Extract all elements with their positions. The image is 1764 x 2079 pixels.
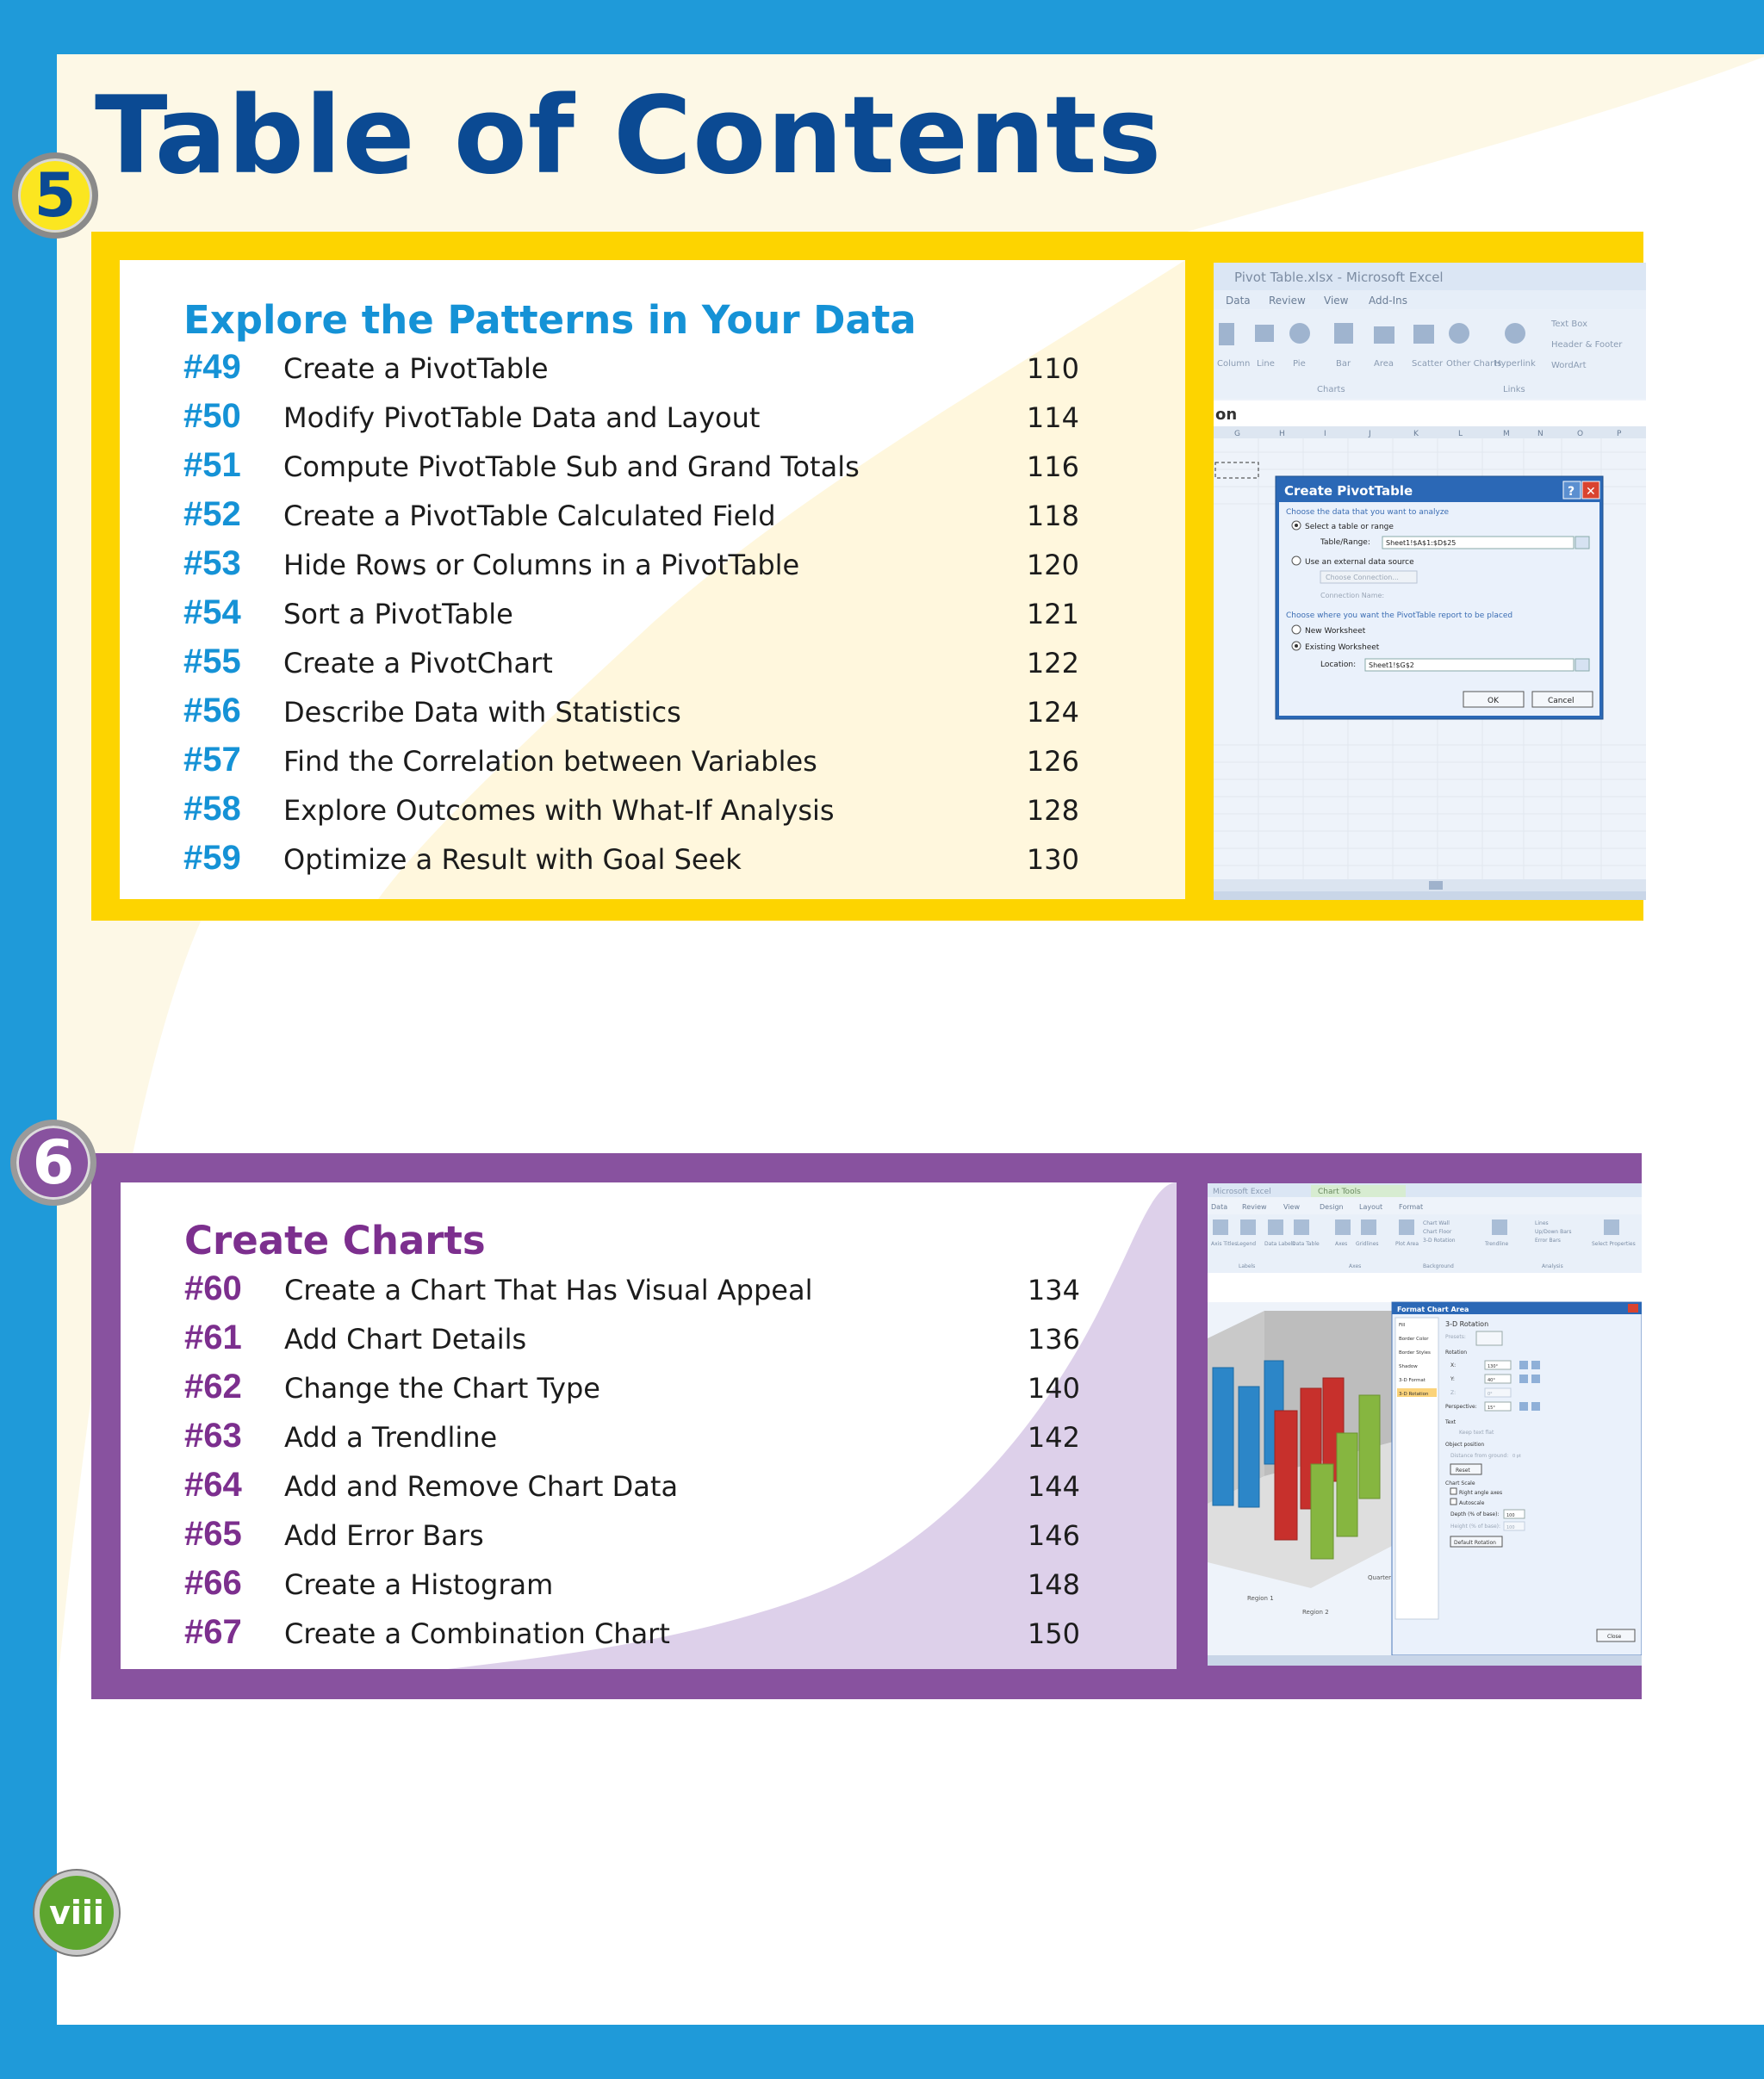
context-tab-label: Chart Tools bbox=[1318, 1188, 1361, 1196]
window-title: Pivot Table.xlsx - Microsoft Excel bbox=[1234, 270, 1444, 285]
excel-chart-screenshot bbox=[1208, 1183, 1642, 1666]
column-header: N bbox=[1537, 430, 1544, 438]
task-page: 142 bbox=[1027, 1421, 1080, 1454]
task-page: 121 bbox=[1026, 598, 1079, 630]
ribbon-label[interactable]: Column bbox=[1217, 359, 1251, 369]
task-page: 122 bbox=[1026, 647, 1079, 680]
ribbon-label[interactable]: Gridlines bbox=[1356, 1241, 1379, 1247]
nav-item[interactable]: Border Color bbox=[1399, 1337, 1429, 1342]
close-icon: ✕ bbox=[1586, 485, 1596, 499]
ribbon-tab[interactable]: Format bbox=[1399, 1203, 1424, 1211]
ribbon-label[interactable]: Data Table bbox=[1292, 1241, 1320, 1247]
ribbon-label[interactable]: Up/Down Bars bbox=[1535, 1229, 1572, 1235]
ribbon-tab[interactable]: View bbox=[1324, 295, 1349, 307]
checkbox-label: Keep text flat bbox=[1459, 1430, 1494, 1436]
task-number: #63 bbox=[184, 1417, 242, 1455]
task-row[interactable] bbox=[120, 539, 1079, 588]
scroll-thumb[interactable] bbox=[1429, 881, 1443, 890]
book-page bbox=[57, 54, 1764, 2025]
task-row[interactable] bbox=[121, 1559, 1080, 1608]
ribbon-label[interactable]: Other Charts bbox=[1446, 359, 1502, 369]
dialog-title: Format Chart Area bbox=[1397, 1306, 1469, 1313]
task-number: #57 bbox=[183, 741, 241, 779]
excel-pivottable-screenshot bbox=[1214, 263, 1646, 900]
ribbon-label[interactable]: Legend bbox=[1237, 1241, 1257, 1247]
field-label: Rotation bbox=[1445, 1350, 1468, 1356]
task-row[interactable] bbox=[121, 1362, 1080, 1412]
dialog-section-label: Choose the data that you want to analyze bbox=[1286, 508, 1450, 517]
field-label: Y: bbox=[1450, 1376, 1455, 1382]
ribbon-label[interactable]: Axis Titles bbox=[1211, 1241, 1238, 1247]
field-label: Height (% of base): bbox=[1450, 1524, 1501, 1530]
table-range-value: Sheet1!$A$1:$D$25 bbox=[1386, 539, 1457, 547]
task-row[interactable] bbox=[120, 637, 1079, 686]
task-title: Explore Outcomes with What-If Analysis bbox=[283, 794, 835, 827]
chapter-5-panel bbox=[120, 260, 1185, 899]
format-chart-area-dialog bbox=[1392, 1302, 1642, 1655]
field-label: Distance from ground: bbox=[1450, 1453, 1509, 1459]
task-number: #65 bbox=[184, 1515, 242, 1553]
chapter-6-frame bbox=[91, 1153, 1642, 1699]
axis-label: Quarter bbox=[1368, 1574, 1392, 1581]
ribbon-label[interactable]: 3-D Rotation bbox=[1423, 1238, 1456, 1244]
task-title: Compute PivotTable Sub and Grand Totals bbox=[283, 450, 860, 483]
ribbon-label[interactable]: Error Bars bbox=[1535, 1238, 1561, 1244]
task-number: #59 bbox=[183, 839, 241, 877]
task-page: 136 bbox=[1027, 1323, 1080, 1356]
task-number: #53 bbox=[183, 544, 241, 582]
ribbon-tab[interactable]: Layout bbox=[1359, 1203, 1383, 1211]
task-page: 124 bbox=[1026, 696, 1079, 729]
ribbon-label[interactable]: Plot Area bbox=[1395, 1241, 1419, 1247]
ribbon-label[interactable]: Line bbox=[1257, 359, 1275, 369]
column-header: O bbox=[1577, 430, 1584, 438]
button-label: Default Rotation bbox=[1454, 1540, 1496, 1546]
button-label: OK bbox=[1488, 697, 1499, 705]
task-number: #51 bbox=[183, 446, 241, 484]
ribbon-tab[interactable]: Add-Ins bbox=[1369, 295, 1407, 307]
task-page: 140 bbox=[1027, 1372, 1080, 1405]
ribbon-group-label: Labels bbox=[1239, 1263, 1256, 1269]
ribbon-tab[interactable]: Design bbox=[1320, 1203, 1344, 1211]
task-number: #64 bbox=[184, 1466, 242, 1504]
ribbon-label[interactable]: Hyperlink bbox=[1494, 359, 1536, 369]
chapter-6-title: Create Charts bbox=[184, 1218, 486, 1263]
button-label: Reset bbox=[1456, 1468, 1470, 1474]
task-row[interactable] bbox=[120, 735, 1079, 785]
autoscale-checkbox[interactable] bbox=[1450, 1499, 1457, 1505]
chapter-5-badge: 5 bbox=[12, 152, 98, 239]
task-title: Create a PivotTable bbox=[283, 352, 549, 385]
task-title: Describe Data with Statistics bbox=[283, 696, 681, 729]
chapter-6-badge: 6 bbox=[10, 1120, 96, 1206]
task-page: 130 bbox=[1026, 843, 1079, 876]
task-title: Create a Chart That Has Visual Appeal bbox=[284, 1274, 813, 1306]
task-number: #54 bbox=[183, 593, 241, 631]
column-header: M bbox=[1503, 430, 1510, 438]
task-page: 116 bbox=[1026, 450, 1079, 483]
field-label: Presets: bbox=[1445, 1334, 1466, 1340]
task-row[interactable] bbox=[120, 588, 1079, 637]
task-row[interactable] bbox=[121, 1264, 1080, 1313]
task-row[interactable] bbox=[121, 1313, 1080, 1362]
field-label: X: bbox=[1450, 1362, 1457, 1368]
ribbon-label[interactable]: Scatter bbox=[1412, 359, 1444, 369]
nav-item[interactable]: 3-D Format bbox=[1399, 1378, 1425, 1383]
radio-label: Existing Worksheet bbox=[1305, 643, 1380, 652]
task-page: 110 bbox=[1026, 352, 1079, 385]
ribbon-tab[interactable]: Review bbox=[1242, 1203, 1267, 1211]
radio-label: New Worksheet bbox=[1305, 627, 1366, 636]
ribbon-label[interactable]: Chart Wall bbox=[1423, 1220, 1450, 1226]
column-header: K bbox=[1413, 430, 1419, 438]
help-icon: ? bbox=[1568, 485, 1575, 499]
task-number: #62 bbox=[184, 1368, 242, 1406]
dialog-title: Create PivotTable bbox=[1284, 483, 1413, 499]
axis-label: Region 1 bbox=[1247, 1595, 1274, 1602]
field-label: Perspective: bbox=[1445, 1404, 1477, 1410]
status-bar bbox=[1208, 1655, 1642, 1666]
field-label: Location: bbox=[1320, 661, 1357, 669]
task-row[interactable] bbox=[121, 1510, 1080, 1559]
ribbon-label[interactable]: Trendline bbox=[1485, 1241, 1509, 1247]
chapter-5-frame bbox=[91, 232, 1643, 921]
field-value: 130° bbox=[1488, 1364, 1499, 1369]
task-title: Sort a PivotTable bbox=[283, 598, 513, 630]
task-page: 114 bbox=[1026, 401, 1079, 434]
close-icon[interactable] bbox=[1628, 1304, 1638, 1313]
window-title: Microsoft Excel bbox=[1213, 1188, 1271, 1196]
task-number: #67 bbox=[184, 1613, 242, 1651]
field-label: Connection Name: bbox=[1320, 592, 1385, 599]
task-number: #55 bbox=[183, 642, 241, 680]
task-number: #61 bbox=[184, 1319, 242, 1356]
field-label: Chart Scale bbox=[1445, 1480, 1475, 1486]
task-row[interactable] bbox=[121, 1461, 1080, 1510]
chapter-5-title: Explore the Patterns in Your Data bbox=[183, 297, 916, 343]
task-title: Modify PivotTable Data and Layout bbox=[283, 401, 761, 434]
ribbon-label[interactable]: Text Box bbox=[1551, 320, 1587, 329]
ribbon-group-label: Analysis bbox=[1542, 1263, 1563, 1269]
field-value: 15° bbox=[1488, 1406, 1495, 1411]
field-label: Table/Range: bbox=[1320, 538, 1370, 547]
task-page: 120 bbox=[1026, 549, 1079, 581]
ribbon-label[interactable]: Pie bbox=[1293, 359, 1306, 369]
ribbon-tab[interactable]: View bbox=[1283, 1203, 1300, 1211]
create-pivottable-dialog bbox=[1276, 476, 1603, 719]
task-page: 146 bbox=[1027, 1519, 1080, 1552]
ribbon-group-label: Axes bbox=[1349, 1263, 1362, 1269]
ribbon-group-label: Links bbox=[1503, 385, 1525, 394]
task-title: Add Error Bars bbox=[284, 1519, 484, 1552]
task-number: #66 bbox=[184, 1564, 242, 1602]
nav-item[interactable]: Fill bbox=[1399, 1323, 1406, 1328]
field-value: 100 bbox=[1506, 1513, 1515, 1518]
task-title: Add a Trendline bbox=[284, 1421, 498, 1454]
task-row[interactable] bbox=[120, 834, 1079, 883]
nav-item[interactable]: Border Styles bbox=[1399, 1350, 1431, 1356]
task-page: 128 bbox=[1026, 794, 1079, 827]
column-header: I bbox=[1324, 430, 1326, 438]
field-label: Depth (% of base): bbox=[1450, 1511, 1500, 1517]
column-header: P bbox=[1617, 430, 1622, 438]
column-header: G bbox=[1234, 430, 1240, 438]
status-bar bbox=[1214, 891, 1646, 900]
task-title: Create a PivotChart bbox=[283, 647, 553, 680]
column-header: L bbox=[1458, 430, 1463, 438]
task-number: #58 bbox=[183, 790, 241, 828]
task-row[interactable] bbox=[121, 1608, 1080, 1657]
radio-new-worksheet[interactable] bbox=[1292, 625, 1301, 634]
checkbox-label: Right angle axes bbox=[1459, 1490, 1503, 1496]
task-row[interactable] bbox=[120, 441, 1079, 490]
task-number: #52 bbox=[183, 495, 241, 533]
task-row[interactable] bbox=[120, 490, 1079, 539]
field-label: Object position bbox=[1445, 1442, 1485, 1448]
button-label: Close bbox=[1607, 1634, 1622, 1640]
ribbon-label[interactable]: WordArt bbox=[1551, 361, 1587, 370]
task-page: 126 bbox=[1026, 745, 1079, 778]
task-row[interactable] bbox=[120, 785, 1079, 834]
ribbon-label[interactable]: Header & Footer bbox=[1551, 340, 1623, 350]
task-title: Hide Rows or Columns in a PivotTable bbox=[283, 549, 800, 581]
button-label: Cancel bbox=[1548, 697, 1575, 705]
radio-label: Select a table or range bbox=[1305, 523, 1394, 531]
task-title: Find the Correlation between Variables bbox=[283, 745, 817, 778]
field-value: 100 bbox=[1506, 1525, 1515, 1530]
field-label: Text bbox=[1445, 1419, 1457, 1425]
button-label: Choose Connection... bbox=[1326, 574, 1399, 581]
nav-item-selected[interactable]: 3-D Rotation bbox=[1399, 1392, 1429, 1397]
checkbox-label: Autoscale bbox=[1459, 1500, 1485, 1506]
nav-item[interactable]: Shadow bbox=[1399, 1364, 1418, 1369]
collapse-dialog-icon[interactable] bbox=[1575, 537, 1589, 549]
cell-fragment: on bbox=[1215, 406, 1238, 424]
task-number: #56 bbox=[183, 692, 241, 729]
ribbon-tab[interactable]: Review bbox=[1269, 295, 1306, 307]
page-number-badge: viii bbox=[34, 1871, 119, 1955]
task-page: 134 bbox=[1027, 1274, 1080, 1306]
section-heading: 3-D Rotation bbox=[1445, 1320, 1489, 1328]
task-title: Add and Remove Chart Data bbox=[284, 1470, 679, 1503]
column-header: H bbox=[1279, 430, 1285, 438]
ribbon-group-label: Background bbox=[1423, 1263, 1454, 1269]
axis-label: Region 2 bbox=[1302, 1609, 1329, 1616]
ribbon-label[interactable]: Area bbox=[1374, 359, 1394, 369]
field-value: 40° bbox=[1488, 1378, 1495, 1383]
ribbon-label[interactable]: Select Properties bbox=[1592, 1241, 1636, 1247]
radio-label: Use an external data source bbox=[1305, 558, 1414, 567]
task-page: 144 bbox=[1027, 1470, 1080, 1503]
task-page: 148 bbox=[1027, 1568, 1080, 1601]
chapter-6-panel bbox=[121, 1182, 1177, 1669]
task-title: Add Chart Details bbox=[284, 1323, 527, 1356]
ribbon-tab[interactable]: Data bbox=[1211, 1203, 1228, 1211]
page-title: Table of Contents bbox=[95, 74, 1163, 198]
task-page: 118 bbox=[1026, 500, 1079, 532]
task-title: Create a PivotTable Calculated Field bbox=[283, 500, 776, 532]
task-page: 150 bbox=[1027, 1617, 1080, 1650]
ribbon-label[interactable]: Bar bbox=[1336, 359, 1351, 369]
ribbon-tab[interactable]: Data bbox=[1226, 295, 1251, 307]
task-title: Create a Histogram bbox=[284, 1568, 554, 1601]
radio-external-source[interactable] bbox=[1292, 556, 1301, 565]
ribbon-label[interactable]: Lines bbox=[1535, 1220, 1549, 1226]
ribbon-group-label: Charts bbox=[1317, 385, 1345, 394]
ribbon-label[interactable]: Axes bbox=[1335, 1241, 1348, 1247]
field-value: 0 pt bbox=[1512, 1454, 1521, 1459]
field-value: 0° bbox=[1488, 1392, 1493, 1397]
right-angle-checkbox[interactable] bbox=[1450, 1488, 1457, 1494]
task-row[interactable] bbox=[120, 343, 1079, 392]
dialog-section-label: Choose where you want the PivotTable report to be placed bbox=[1286, 611, 1513, 620]
task-title: Change the Chart Type bbox=[284, 1372, 600, 1405]
task-row[interactable] bbox=[120, 686, 1079, 735]
location-value: Sheet1!$G$2 bbox=[1369, 661, 1414, 669]
field-label: Z: bbox=[1450, 1390, 1457, 1396]
ribbon-label[interactable]: Data Labels bbox=[1264, 1241, 1295, 1247]
task-row[interactable] bbox=[120, 392, 1079, 441]
task-title: Create a Combination Chart bbox=[284, 1617, 670, 1650]
task-number: #49 bbox=[183, 348, 241, 386]
ribbon-label[interactable]: Chart Floor bbox=[1423, 1229, 1452, 1235]
column-header: J bbox=[1369, 430, 1371, 438]
task-title: Optimize a Result with Goal Seek bbox=[283, 843, 742, 876]
collapse-dialog-icon[interactable] bbox=[1575, 659, 1589, 671]
task-number: #60 bbox=[184, 1269, 242, 1307]
task-number: #50 bbox=[183, 397, 241, 435]
task-row[interactable] bbox=[121, 1412, 1080, 1461]
